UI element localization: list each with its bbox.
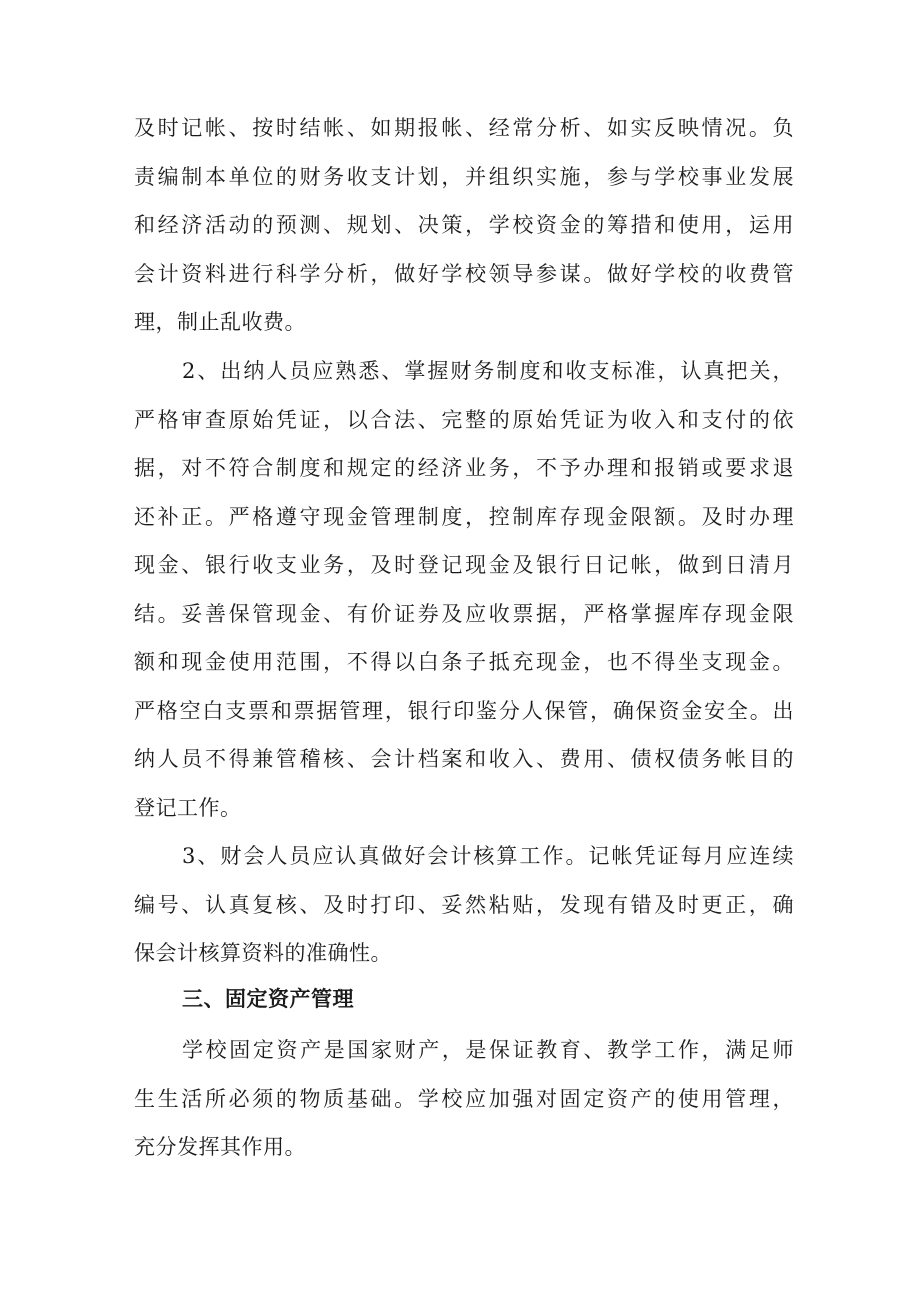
text-line: 生生活所必须的物质基础。学校应加强对固定资产的使用管理， xyxy=(134,1086,794,1111)
text-line: 充分发挥其作用。 xyxy=(134,1135,306,1159)
text-line: 3、财会人员应认真做好会计核算工作。记帐凭证每月应连续 xyxy=(182,844,794,868)
text-line: 保会计核算资料的准确性。 xyxy=(134,941,392,965)
text-line: 理，制止乱收费。 xyxy=(134,310,306,334)
text-line: 严格空白支票和票据管理，银行印鉴分人保管，确保资金安全。出 xyxy=(134,698,794,723)
paragraph-accounting-staff xyxy=(134,832,794,978)
paragraph-cashier-duties xyxy=(134,347,794,832)
text-line: 和经济活动的预测、规划、决策，学校资金的筹措和使用，运用 xyxy=(134,213,794,237)
text-line: 现金、银行收支业务，及时登记现金及银行日记帐，做到日清月 xyxy=(134,553,794,577)
text-line: 结。妥善保管现金、有价证券及应收票据，严格掌握库存现金限 xyxy=(134,601,794,626)
text-line: 2、出纳人员应熟悉、掌握财务制度和收支标准，认真把关， xyxy=(182,359,794,383)
text-line: 学校固定资产是国家财产，是保证教育、教学工作，满足师 xyxy=(182,1038,794,1062)
text-line: 严格审查原始凭证，以合法、完整的原始凭证为收入和支付的依 xyxy=(134,407,794,432)
text-line: 据，对不符合制度和规定的经济业务，不予办理和报销或要求退 xyxy=(134,456,794,480)
text-line: 会计资料进行科学分析，做好学校领导参谋。做好学校的收费管 xyxy=(134,261,794,286)
text-line: 纳人员不得兼管稽核、会计档案和收入、费用、债权债务帐目的 xyxy=(134,747,794,771)
text-line: 编号、认真复核、及时打印、妥然粘贴，发现有错及时更正，确 xyxy=(134,892,794,917)
text-line: 额和现金使用范围，不得以白条子抵充现金，也不得坐支现金。 xyxy=(134,650,794,674)
text-line: 还补正。严格遵守现金管理制度，控制库存现金限额。及时办理 xyxy=(134,504,794,529)
text-line: 登记工作。 xyxy=(134,795,242,820)
paragraph-duties-summary xyxy=(134,104,794,347)
text-line: 责编制本单位的财务收支计划，并组织实施，参与学校事业发展 xyxy=(134,164,794,189)
paragraph-fixed-assets xyxy=(134,1026,794,1172)
text-line: 及时记帐、按时结帐、如期报帐、经常分析、如实反映情况。负 xyxy=(134,116,794,140)
section-heading: 三、固定资产管理 xyxy=(182,987,354,1011)
